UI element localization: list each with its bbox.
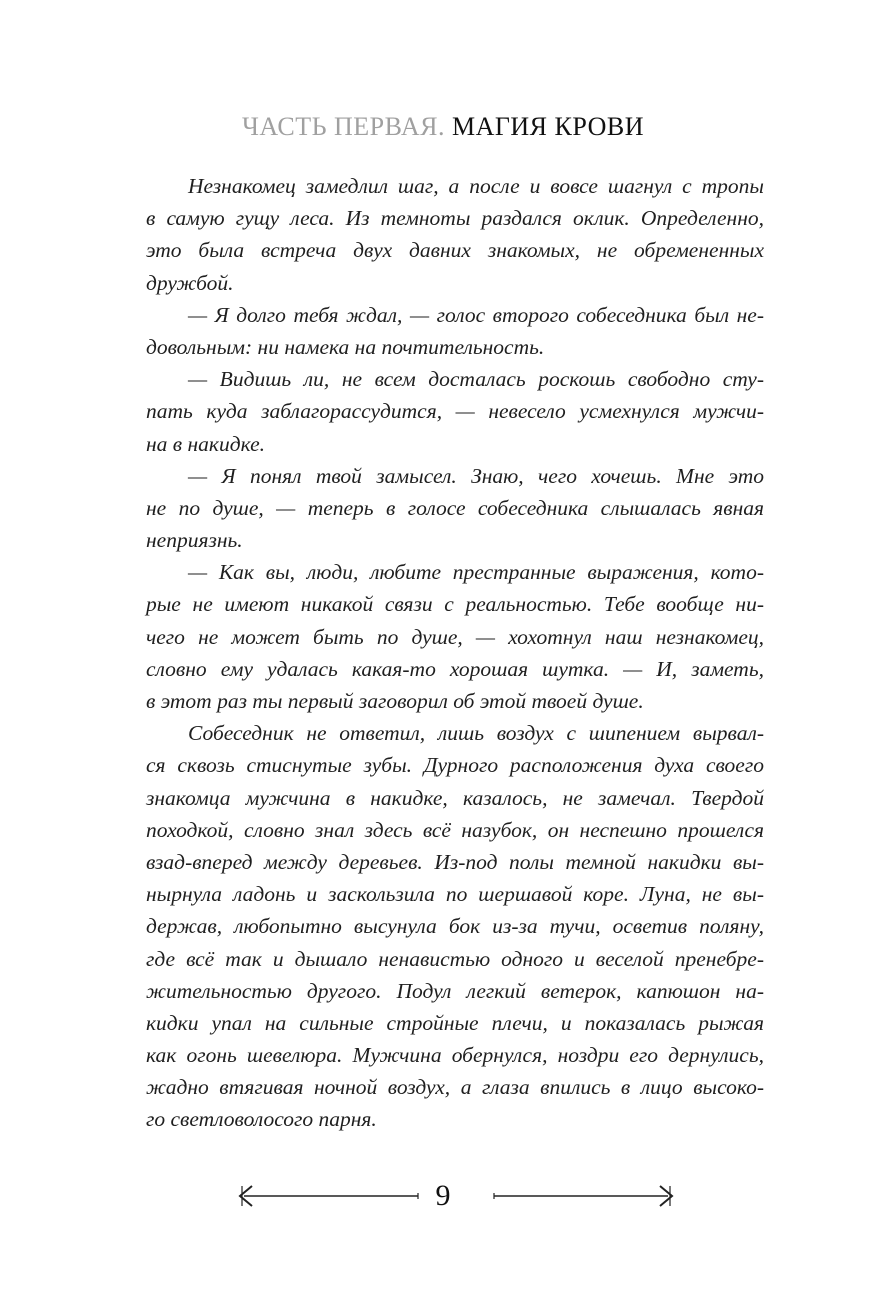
text-line: — Как вы, люди, любите престранные выражения, кото- (188, 560, 764, 585)
text-line: чего не может быть по душе, — хохотнул наш незнакомец, (146, 624, 764, 649)
text-line: жительностью другого. Подул легкий ветерок, капюшон на- (146, 978, 764, 1003)
text-line: — Видишь ли, не всем досталась роскошь свободно сту- (188, 367, 764, 392)
page-number: 9 (435, 1179, 451, 1212)
text-line: — Я долго тебя ждал, — голос второго собеседника был не- (188, 302, 764, 327)
text-line: неприязнь. (146, 528, 243, 553)
paragraph (146, 717, 764, 1135)
text-line: это была встреча двух давних знакомых, не обремененных (146, 238, 764, 263)
text-line: — Я понял твой замысел. Знаю, чего хочешь. Мне это (188, 463, 764, 488)
text-line: не по душе, — теперь в голосе собеседника слышалась явная (146, 495, 764, 520)
text-line: го светловолосого парня. (146, 1107, 377, 1132)
text-line: Незнакомец замедлил шаг, а после и вовсе шагнул с тропы (188, 174, 764, 198)
paragraph (146, 363, 764, 460)
text-line: взад-вперед между деревьев. Из-под полы темной накидки вы- (146, 849, 764, 874)
text-line: в самую гущу леса. Из темноты раздался оклик. Определенно, (146, 206, 764, 231)
text-line: походкой, словно знал здесь всё назубок, он неспешно прошелся (146, 817, 764, 842)
page-footer (0, 1176, 886, 1216)
paragraph (146, 460, 764, 557)
paragraph (146, 299, 764, 363)
text-line: кидки упал на сильные стройные плечи, и показалась рыжая (146, 1010, 764, 1035)
text-line: знакомца мужчина в накидке, казалось, не замечал. Твердой (146, 785, 764, 810)
text-line: словно ему удалась какая-то хорошая шутка. — И, заметь, (146, 656, 764, 681)
text-line: в этот раз ты первый заговорил об этой твоей душе. (146, 689, 644, 713)
text-line: дружбой. (146, 270, 234, 295)
part-label: ЧАСТЬ ПЕРВАЯ. (241, 112, 445, 141)
text-line: довольным: ни намека на почтительность. (146, 334, 545, 359)
text-line: нырнула ладонь и заскользила по шершавой коре. Луна, не вы- (146, 882, 764, 907)
text-line: Собеседник не ответил, лишь воздух с шипением вырвал- (188, 721, 764, 746)
running-header (0, 112, 886, 142)
paragraph (146, 170, 764, 299)
arrow-right-icon (490, 1176, 676, 1216)
text-line: как огонь шевелюра. Мужчина обернулся, ноздри его дернулись, (146, 1043, 764, 1068)
body-text (146, 170, 764, 1136)
text-line: на в накидке. (146, 431, 266, 456)
text-line: рые не имеют никакой связи с реальностью. Тебе вообще ни- (146, 592, 764, 617)
chapter-title: МАГИЯ КРОВИ (451, 112, 645, 141)
text-line: держав, любопытно высунула бок из-за тучи, осветив поляну, (146, 914, 764, 939)
text-line: жадно втягивая ночной воздух, а глаза впились в лицо высоко- (146, 1075, 764, 1100)
text-line: ся сквозь стиснутые зубы. Дурного расположения духа своего (146, 753, 764, 778)
text-line: пать куда заблагорассудится, — невесело усмехнулся мужчи- (146, 399, 764, 424)
text-line: где всё так и дышало ненавистью одного и веселой пренебре- (146, 946, 764, 971)
paragraph (146, 556, 764, 717)
